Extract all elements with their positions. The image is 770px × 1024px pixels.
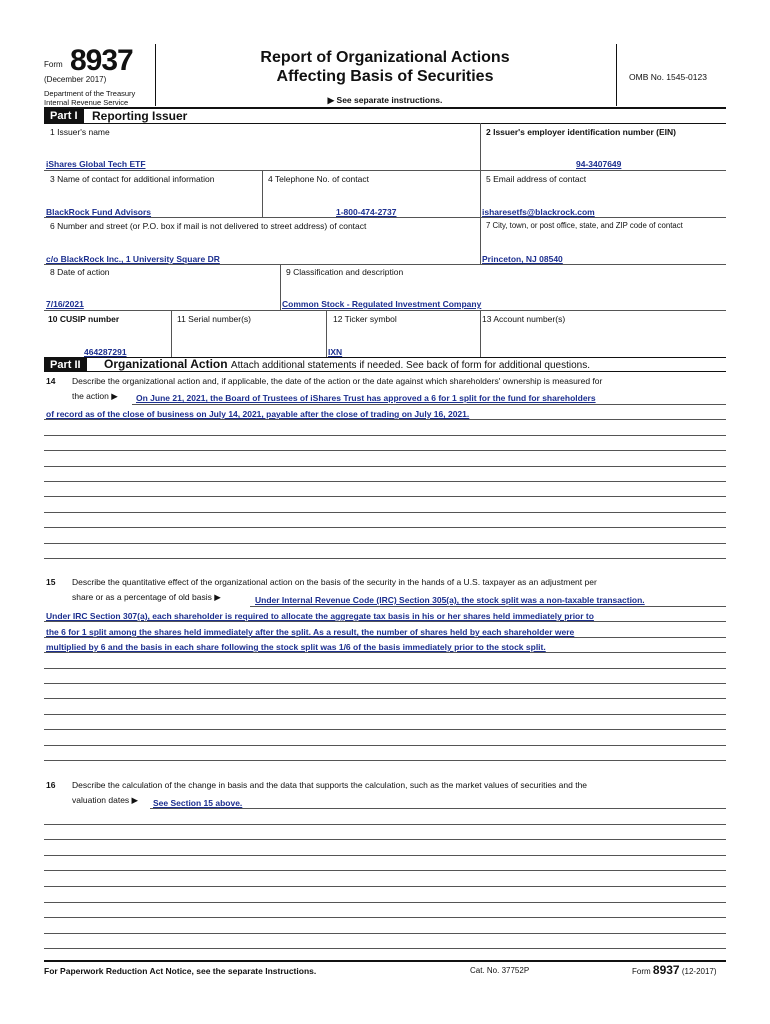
writing-line xyxy=(44,745,726,746)
q16-answer-line1: See Section 15 above. xyxy=(153,798,243,808)
q14-answer-line2: of record as of the close of business on July 14, 2021, payable after the close of trading on July 16, 2021. xyxy=(46,409,470,419)
form-number: 8937 xyxy=(70,44,133,77)
writing-line xyxy=(250,606,726,607)
classification-label: 9 Classification and description xyxy=(286,267,404,277)
dept-line1: Department of the Treasury xyxy=(44,89,136,98)
q14-text-cont: the action ▶ xyxy=(72,391,118,401)
writing-line xyxy=(44,481,726,482)
footer-revision: (12-2017) xyxy=(681,967,717,976)
part2-header xyxy=(104,358,590,372)
cusip-label xyxy=(48,314,119,324)
writing-line xyxy=(44,683,726,684)
writing-line xyxy=(44,870,726,871)
part2-badge: Part II xyxy=(44,358,87,372)
q15-answer-line4: multiplied by 6 and the basis in each share following the stock split was 1/6 of the basis immediately prior to the stock split. xyxy=(46,642,546,652)
writing-line xyxy=(44,558,726,559)
form-id-block xyxy=(44,44,156,106)
divider xyxy=(480,310,481,357)
catalog-number: Cat. No. 37752P xyxy=(470,966,530,975)
classification-value: Common Stock - Regulated Investment Company xyxy=(282,299,482,309)
footer-form-id xyxy=(632,963,717,977)
writing-line xyxy=(132,404,726,405)
writing-line xyxy=(44,902,726,903)
phone-label: 4 Telephone No. of contact xyxy=(268,174,369,184)
part1-rule xyxy=(44,123,726,124)
date-of-action-value: 7/16/2021 xyxy=(46,299,84,309)
form-word: Form xyxy=(44,60,63,69)
row-rule xyxy=(44,217,726,218)
part1-badge: Part I xyxy=(44,109,84,123)
writing-line xyxy=(44,933,726,934)
q14-text: Describe the organizational action and, if applicable, the date of the action or the date against which shareholders' ownership is measured for xyxy=(72,376,603,386)
divider xyxy=(171,310,172,357)
divider xyxy=(326,310,327,357)
row-rule xyxy=(44,170,726,171)
q15-text-cont: share or as a percentage of old basis ▶ xyxy=(72,592,221,602)
writing-line xyxy=(44,435,726,436)
street-label: 6 Number and street (or P.O. box if mail is not delivered to street address) of contact xyxy=(50,221,367,231)
ticker-value: IXN xyxy=(328,347,343,357)
email-label: 5 Email address of contact xyxy=(486,174,587,184)
writing-line xyxy=(44,729,726,730)
writing-line xyxy=(44,668,726,669)
q16-text: Describe the calculation of the change in basis and the data that supports the calculation, such as the market values of securities and the xyxy=(72,780,588,790)
q15-number: 15 xyxy=(46,577,56,587)
row-rule xyxy=(44,310,726,311)
writing-line xyxy=(44,855,726,856)
writing-line xyxy=(44,714,726,715)
divider xyxy=(280,264,281,311)
divider xyxy=(480,170,481,217)
part2-title: Organizational Action xyxy=(104,357,228,371)
issuer-name-value: iShares Global Tech ETF xyxy=(46,159,146,169)
contact-name-label: 3 Name of contact for additional information xyxy=(50,174,215,184)
footer-rule xyxy=(44,960,726,962)
writing-line xyxy=(44,466,726,467)
part2-desc: Attach additional statements if needed. See back of form for additional questions. xyxy=(230,360,591,371)
writing-line xyxy=(44,760,726,761)
writing-line xyxy=(44,886,726,887)
writing-line xyxy=(44,917,726,918)
divider xyxy=(480,217,481,264)
q15-answer-line3: the 6 for 1 split among the shares held immediately after the split. As a result, the number of shares held by each shareholder were xyxy=(46,627,575,637)
contact-name-value: BlackRock Fund Advisors xyxy=(46,207,152,217)
issuer-name-label: 1 Issuer's name xyxy=(50,127,110,137)
ein-value: 94-3407649 xyxy=(576,159,622,169)
writing-line xyxy=(44,419,726,420)
title-line2: Affecting Basis of Securities xyxy=(276,68,494,85)
writing-line xyxy=(44,512,726,513)
footer-form-word: Form xyxy=(632,967,651,976)
part1-title: Reporting Issuer xyxy=(92,109,188,123)
omb-number: OMB No. 1545-0123 xyxy=(616,44,726,106)
writing-line xyxy=(44,698,726,699)
writing-line xyxy=(44,527,726,528)
dept-line2: Internal Revenue Service xyxy=(44,98,129,107)
q15-answer-line2: Under IRC Section 307(a), each shareholder is required to allocate the aggregate tax basis in his or her shares held immediately prior to xyxy=(46,611,594,621)
q16-number: 16 xyxy=(46,780,56,790)
form-title xyxy=(160,48,610,86)
title-line1: Report of Organizational Actions xyxy=(260,49,510,66)
writing-line xyxy=(44,543,726,544)
writing-line xyxy=(44,652,726,653)
divider xyxy=(480,123,481,170)
phone-value: 1-800-474-2737 xyxy=(336,207,397,217)
writing-line xyxy=(150,808,726,809)
date-of-action-label: 8 Date of action xyxy=(50,267,110,277)
writing-line xyxy=(44,824,726,825)
part2-rule xyxy=(44,371,726,372)
writing-line xyxy=(44,621,726,622)
serial-label: 11 Serial number(s) xyxy=(177,314,252,324)
writing-line xyxy=(44,637,726,638)
writing-line xyxy=(44,948,726,949)
cusip-label-text: 10 CUSIP number xyxy=(48,314,120,324)
q14-number: 14 xyxy=(46,376,56,386)
q15-answer-line1: Under Internal Revenue Code (IRC) Section 305(a), the stock split was a non-taxable transaction. xyxy=(255,595,645,605)
city-label: 7 City, town, or post office, state, and ZIP code of contact xyxy=(486,221,683,230)
ein-label: 2 Issuer's employer identification number (EIN) xyxy=(486,127,677,137)
email-value: isharesetfs@blackrock.com xyxy=(482,207,595,217)
form-revision: (December 2017) xyxy=(44,75,107,84)
instructions-note: ▶ See separate instructions. xyxy=(327,95,443,105)
writing-line xyxy=(44,496,726,497)
divider xyxy=(262,170,263,217)
footer-form-number: 8937 xyxy=(652,963,680,977)
ticker-label: 12 Ticker symbol xyxy=(333,314,397,324)
writing-line xyxy=(44,839,726,840)
account-label: 13 Account number(s) xyxy=(482,314,566,324)
q16-text-cont: valuation dates ▶ xyxy=(72,795,139,805)
city-value: Princeton, NJ 08540 xyxy=(482,254,563,264)
q15-text: Describe the quantitative effect of the organizational action on the basis of the security in the hands of a U.S. taxpayer as an adjustment per xyxy=(72,577,597,587)
writing-line xyxy=(44,450,726,451)
paperwork-notice: For Paperwork Reduction Act Notice, see the separate Instructions. xyxy=(44,966,317,976)
q14-answer-line1: On June 21, 2021, the Board of Trustees of iShares Trust has approved a 6 for 1 split for the fund for shareholders xyxy=(136,393,596,403)
row-rule xyxy=(44,264,726,265)
cusip-value: 464287291 xyxy=(84,347,127,357)
street-value: c/o BlackRock Inc., 1 University Square DR xyxy=(46,254,220,264)
